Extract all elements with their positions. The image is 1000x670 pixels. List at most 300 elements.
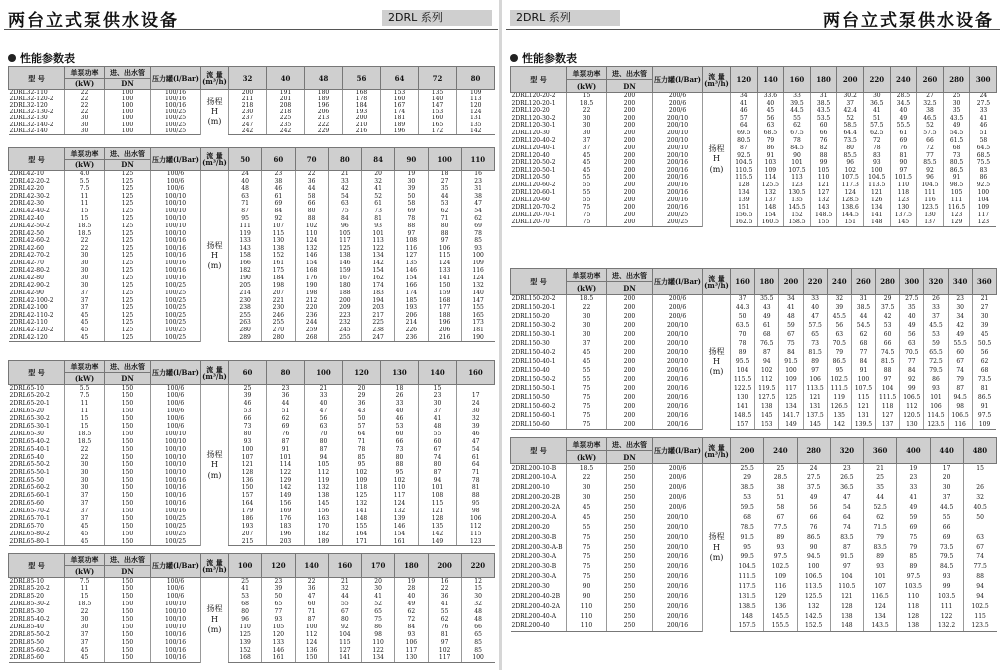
power-unit-label: (kW) bbox=[576, 283, 597, 293]
head-value: 143 bbox=[239, 244, 251, 252]
head-value-cell bbox=[267, 461, 305, 469]
head-value: 87 bbox=[307, 615, 316, 623]
pipe-cell bbox=[607, 100, 653, 107]
page-header bbox=[4, 6, 498, 30]
head-value: 193 bbox=[405, 304, 418, 312]
head-value-cell bbox=[362, 208, 395, 215]
head-value: 59 bbox=[932, 340, 940, 347]
head-value: 122 bbox=[940, 612, 953, 620]
head-value: 155 bbox=[472, 304, 484, 312]
head-value-cell bbox=[897, 464, 930, 474]
tank-cell bbox=[151, 492, 201, 500]
pipe-cell bbox=[607, 197, 653, 204]
head-value: 181 bbox=[472, 326, 484, 334]
head-value-cell bbox=[731, 464, 764, 474]
head-value-cell bbox=[428, 616, 461, 624]
head-value: 85 bbox=[909, 553, 918, 561]
head-value: 72 bbox=[926, 144, 934, 152]
head-value-cell bbox=[229, 461, 267, 469]
head-value: 44.3 bbox=[735, 304, 750, 311]
head-value: 57.5 bbox=[923, 129, 937, 137]
head-value-cell bbox=[457, 500, 495, 508]
head-value: 88 bbox=[407, 222, 416, 230]
head-value: 62 bbox=[793, 122, 801, 129]
head-value: 81 bbox=[899, 152, 908, 159]
power-value: 45 bbox=[80, 311, 89, 319]
head-value: 58 bbox=[979, 137, 988, 144]
head-value-cell bbox=[890, 219, 917, 226]
head-value: 24 bbox=[809, 464, 818, 472]
head-value-cell bbox=[943, 219, 970, 226]
head-value-cell bbox=[457, 431, 495, 439]
power-value: 22 bbox=[582, 304, 591, 311]
tank-value: 200/10 bbox=[666, 543, 689, 551]
head-value-cell bbox=[328, 654, 361, 662]
pipe-unit-label: DN bbox=[121, 374, 134, 383]
head-value: 106.5 bbox=[805, 573, 823, 581]
head-value-cell bbox=[461, 230, 494, 237]
head-value: 39 bbox=[243, 392, 252, 400]
power-cell bbox=[65, 252, 105, 259]
head-value-cell bbox=[267, 408, 305, 416]
model-cell bbox=[9, 128, 65, 135]
table-row bbox=[511, 130, 997, 137]
flow-value: 64 bbox=[394, 73, 405, 83]
head-value-cell bbox=[930, 582, 963, 592]
flow-column-header bbox=[963, 438, 996, 464]
head-value: 65.5 bbox=[929, 349, 943, 356]
head-value-cell bbox=[970, 107, 997, 114]
power-cell bbox=[567, 553, 607, 563]
pipe-cell bbox=[607, 107, 653, 114]
table-row bbox=[511, 483, 997, 493]
head-value-cell bbox=[229, 654, 262, 662]
head-value: 189 bbox=[317, 538, 330, 545]
tank-value: 100/10 bbox=[164, 453, 187, 461]
head-value: 59 bbox=[909, 513, 918, 521]
head-value: 63 bbox=[835, 331, 844, 338]
pipe-cell bbox=[105, 423, 151, 431]
flow-column-header bbox=[229, 67, 267, 90]
head-value: 190 bbox=[305, 282, 318, 289]
head-value: 81 bbox=[471, 484, 480, 492]
head-value-cell bbox=[917, 204, 944, 211]
head-value: 95.5 bbox=[735, 358, 750, 365]
head-value-cell bbox=[395, 223, 428, 230]
head-value-cell bbox=[863, 167, 890, 174]
head-value-cell bbox=[267, 438, 305, 446]
head-value-cell bbox=[461, 178, 494, 185]
head-value: 55.5 bbox=[896, 122, 911, 129]
model-cell bbox=[511, 421, 567, 430]
head-value-cell bbox=[262, 647, 295, 655]
head-value-cell bbox=[229, 267, 262, 274]
power-cell bbox=[567, 107, 607, 114]
pipe-value: 125 bbox=[121, 304, 134, 312]
head-value-cell bbox=[851, 385, 875, 394]
head-value-cell bbox=[229, 193, 262, 200]
table-row bbox=[9, 185, 495, 192]
head-value-cell bbox=[810, 145, 837, 152]
head-value-cell bbox=[428, 200, 461, 207]
head-value: 66 bbox=[926, 137, 934, 144]
flow-value: 140 bbox=[430, 368, 445, 377]
pipe-cell bbox=[105, 304, 151, 311]
model-header bbox=[511, 67, 567, 93]
head-value: 86 bbox=[374, 623, 382, 631]
tank-value: 100/6 bbox=[166, 170, 185, 178]
table-row bbox=[9, 415, 495, 423]
head-value-cell bbox=[381, 431, 419, 439]
head-unit-label: H bbox=[713, 154, 720, 164]
flow-column-header bbox=[305, 361, 343, 385]
head-cell bbox=[201, 90, 229, 135]
pipe-cell bbox=[607, 513, 653, 523]
head-value: 111 bbox=[924, 189, 936, 196]
head-value-cell bbox=[262, 208, 295, 215]
head-value-cell bbox=[229, 312, 262, 319]
head-value-cell bbox=[731, 145, 758, 152]
head-value: 92 bbox=[907, 376, 916, 383]
head-value: 44.5 bbox=[790, 107, 804, 115]
head-value-cell bbox=[943, 159, 970, 166]
head-value-cell bbox=[803, 403, 827, 412]
tank-cell bbox=[653, 412, 703, 421]
head-value: 128 bbox=[907, 612, 920, 620]
power-value: 30 bbox=[80, 259, 89, 267]
head-value-cell bbox=[757, 137, 784, 144]
tank-value: 100/25 bbox=[164, 304, 187, 312]
head-value-cell bbox=[930, 553, 963, 563]
model-code: 2DRL150-50 bbox=[511, 394, 550, 401]
head-value: 94 bbox=[762, 358, 771, 365]
tank-cell bbox=[653, 130, 703, 137]
head-value: 164 bbox=[355, 530, 368, 538]
head-value: 74 bbox=[843, 523, 851, 531]
head-value: 134 bbox=[372, 654, 384, 661]
flow-value: 180 bbox=[759, 277, 775, 286]
head-value: 35 bbox=[907, 304, 916, 311]
head-value-cell bbox=[943, 204, 970, 211]
head-label: 扬程 bbox=[206, 604, 223, 614]
head-value: 109 bbox=[785, 376, 797, 383]
pipe-value: 125 bbox=[121, 252, 134, 260]
head-value-cell bbox=[863, 152, 890, 159]
head-value-cell bbox=[930, 464, 963, 474]
table-row bbox=[511, 412, 997, 421]
flow-value: 110 bbox=[470, 154, 486, 164]
head-value-cell bbox=[343, 400, 381, 408]
head-value: 33 bbox=[979, 107, 988, 115]
pipe-cell bbox=[607, 592, 653, 602]
power-cell bbox=[65, 601, 105, 609]
power-cell bbox=[65, 415, 105, 423]
head-value: 174 bbox=[393, 108, 406, 115]
tank-cell bbox=[151, 385, 201, 393]
pipe-value: 125 bbox=[121, 311, 134, 319]
tank-value: 100/16 bbox=[164, 259, 187, 267]
head-value: 102.5 bbox=[771, 563, 789, 571]
flow-value: 160 bbox=[789, 75, 805, 84]
head-value: 166 bbox=[239, 259, 251, 267]
head-value-cell bbox=[864, 582, 897, 592]
head-value: 79.5 bbox=[929, 367, 943, 374]
model-cell bbox=[9, 477, 65, 485]
head-value-cell bbox=[362, 200, 395, 207]
head-value: 135 bbox=[431, 89, 444, 96]
table-row bbox=[511, 394, 997, 403]
head-value-cell bbox=[305, 446, 343, 454]
head-value-cell bbox=[900, 358, 924, 367]
head-value-cell bbox=[731, 562, 764, 572]
head-value: 55 bbox=[433, 430, 442, 438]
head-value: 66 bbox=[883, 340, 892, 347]
model-cell bbox=[9, 523, 65, 531]
head-value-cell bbox=[461, 193, 494, 200]
head-value: 32 bbox=[341, 585, 349, 593]
head-value-cell bbox=[972, 349, 996, 358]
head-value: 76 bbox=[809, 523, 818, 531]
head-unit2-label: (m) bbox=[709, 367, 724, 377]
power-cell bbox=[65, 304, 105, 311]
head-value: 174 bbox=[372, 282, 384, 289]
head-value: 118 bbox=[355, 484, 368, 492]
head-value-cell bbox=[328, 327, 361, 334]
head-value-cell bbox=[764, 572, 797, 582]
head-value-cell bbox=[948, 421, 972, 430]
head-value: 73.5 bbox=[939, 543, 954, 551]
head-value-cell bbox=[229, 408, 267, 416]
head-value: 37.5 bbox=[806, 484, 821, 492]
head-value: 141 bbox=[438, 274, 451, 282]
head-value: 210 bbox=[355, 121, 368, 128]
head-label: 扬程 bbox=[708, 532, 725, 542]
head-value-cell bbox=[328, 290, 361, 297]
flow-value: 280 bbox=[949, 75, 964, 84]
model-cell bbox=[9, 446, 65, 454]
head-value: 180 bbox=[317, 89, 330, 96]
power-value: 15 bbox=[80, 207, 89, 215]
head-value-cell bbox=[295, 631, 328, 639]
head-value-cell bbox=[943, 115, 970, 122]
pipe-value: 200 bbox=[623, 204, 636, 211]
model-code: 2DRL85-30 bbox=[9, 608, 44, 616]
model-code: 2DRL120-20-2 bbox=[511, 92, 556, 100]
table-row bbox=[511, 304, 997, 313]
head-value-cell bbox=[328, 275, 361, 282]
head-value-cell bbox=[419, 515, 457, 523]
head-value: 154 bbox=[405, 274, 418, 282]
pipe-unit-label: DN bbox=[623, 81, 636, 91]
head-value: 137 bbox=[764, 196, 777, 204]
flow-header bbox=[201, 148, 229, 171]
head-value-cell bbox=[461, 267, 494, 274]
head-value-cell bbox=[764, 533, 797, 543]
head-value: 175 bbox=[272, 267, 285, 274]
tank-cell bbox=[653, 367, 703, 376]
head-value: 106 bbox=[438, 244, 451, 252]
head-value-cell bbox=[362, 290, 395, 297]
power-cell bbox=[567, 592, 607, 602]
head-value: 75 bbox=[374, 615, 382, 623]
flow-column-header bbox=[428, 148, 461, 171]
head-value-cell bbox=[863, 130, 890, 137]
power-value: 75 bbox=[582, 394, 591, 401]
head-value: 123 bbox=[950, 211, 963, 219]
head-value: 216 bbox=[355, 127, 368, 134]
head-value-cell bbox=[731, 493, 764, 503]
head-value-cell bbox=[295, 245, 328, 252]
head-value: 47 bbox=[319, 407, 328, 415]
model-cell bbox=[511, 152, 567, 159]
tank-cell bbox=[653, 503, 703, 513]
power-cell bbox=[567, 130, 607, 137]
head-value-cell bbox=[897, 483, 930, 493]
head-value-cell bbox=[779, 358, 803, 367]
power-value: 18.5 bbox=[579, 464, 594, 472]
flow-value: 360 bbox=[976, 277, 992, 286]
head-value-cell bbox=[267, 400, 305, 408]
tank-value: 200/16 bbox=[666, 367, 689, 374]
model-cell bbox=[511, 93, 567, 100]
model-code: 2DRL42-110-2 bbox=[9, 311, 54, 319]
head-value-cell bbox=[797, 602, 830, 612]
model-code: 2DRL120-20 bbox=[511, 107, 550, 115]
head-value: 122 bbox=[372, 244, 384, 252]
power-value: 75 bbox=[582, 420, 591, 428]
model-cell bbox=[511, 331, 567, 340]
flow-value: 32 bbox=[242, 73, 253, 83]
head-value: 91.5 bbox=[740, 533, 754, 541]
power-cell bbox=[65, 400, 105, 408]
head-value-cell bbox=[428, 639, 461, 647]
head-value: 200 bbox=[355, 115, 368, 122]
head-value: 152 bbox=[239, 646, 251, 654]
performance-table-block bbox=[510, 268, 996, 430]
flow-column-header bbox=[305, 67, 343, 90]
head-value: 45 bbox=[980, 331, 989, 338]
head-value-cell bbox=[461, 282, 494, 289]
head-value-cell bbox=[295, 601, 328, 609]
head-value: 30 bbox=[474, 592, 482, 600]
head-value: 93 bbox=[942, 573, 951, 581]
model-code: 2DRL200-10-A bbox=[511, 474, 557, 482]
head-value: 21 bbox=[980, 295, 989, 303]
flow-column-header bbox=[797, 438, 830, 464]
head-value-cell bbox=[419, 385, 457, 393]
head-value: 63 bbox=[907, 340, 916, 347]
head-value: 96 bbox=[846, 159, 854, 167]
head-value-cell bbox=[229, 423, 267, 431]
power-value: 30 bbox=[80, 623, 89, 631]
head-value-cell bbox=[395, 601, 428, 609]
head-value: 88 bbox=[440, 230, 449, 237]
head-value: 39 bbox=[980, 322, 989, 329]
power-value: 11 bbox=[80, 200, 89, 207]
head-value: 134 bbox=[785, 403, 797, 410]
head-value-cell bbox=[428, 304, 461, 311]
head-value: 78 bbox=[738, 340, 747, 347]
table-row bbox=[9, 297, 495, 304]
head-value-cell bbox=[731, 394, 755, 403]
head-value: 26 bbox=[976, 484, 984, 492]
head-value-cell bbox=[343, 469, 381, 477]
model-cell bbox=[9, 297, 65, 304]
head-value: 45.5 bbox=[929, 322, 943, 329]
head-value: 94.5 bbox=[953, 394, 967, 401]
head-value-cell bbox=[267, 392, 305, 400]
head-value: 50 bbox=[274, 592, 283, 600]
tank-value: 100/16 bbox=[164, 476, 187, 484]
power-cell bbox=[65, 171, 105, 178]
head-value-cell bbox=[395, 631, 428, 639]
head-value: 51 bbox=[979, 129, 988, 137]
head-value-cell bbox=[803, 385, 827, 394]
head-value: 26 bbox=[932, 295, 940, 303]
pipe-cell bbox=[105, 297, 151, 304]
head-value: 80.5 bbox=[737, 137, 751, 144]
head-value-cell bbox=[876, 394, 900, 403]
tank-cell bbox=[151, 469, 201, 477]
head-value-cell bbox=[851, 313, 875, 322]
head-value: 58.5 bbox=[843, 122, 857, 129]
tank-value: 200/10 bbox=[666, 358, 689, 365]
model-cell bbox=[9, 469, 65, 477]
tank-cell bbox=[151, 290, 201, 297]
model-cell bbox=[511, 212, 567, 219]
head-value-cell bbox=[381, 484, 419, 492]
pipe-cell bbox=[105, 654, 151, 662]
tank-value: 100/25 bbox=[164, 522, 187, 530]
head-value-cell bbox=[295, 267, 328, 274]
head-value: 196 bbox=[393, 127, 406, 134]
tank-cell bbox=[653, 100, 703, 107]
power-unit-label: (kW) bbox=[74, 79, 95, 89]
pipe-cell bbox=[607, 122, 653, 129]
table-row bbox=[9, 515, 495, 523]
model-cell bbox=[511, 313, 567, 322]
head-value: 115 bbox=[272, 230, 285, 237]
head-value-cell bbox=[267, 454, 305, 462]
tank-value: 200/10 bbox=[666, 513, 689, 521]
head-value: 41 bbox=[739, 99, 748, 107]
head-value: 54 bbox=[843, 504, 851, 511]
pipe-value: 150 bbox=[121, 422, 134, 430]
tank-value: 100/10 bbox=[164, 230, 187, 237]
head-value-cell bbox=[900, 304, 924, 313]
model-code: 2DRL200-30-A bbox=[511, 553, 557, 561]
head-value: 25.5 bbox=[740, 464, 754, 472]
tank-cell bbox=[151, 215, 201, 222]
head-value: 215 bbox=[241, 538, 254, 545]
head-value-cell bbox=[890, 145, 917, 152]
head-value: 20 bbox=[374, 577, 382, 585]
pipe-value: 250 bbox=[623, 563, 636, 571]
pipe-value: 150 bbox=[121, 530, 134, 538]
flow-value: 70 bbox=[306, 154, 317, 164]
head-value-cell bbox=[917, 107, 944, 114]
model-code: 2DRL65-60-2 bbox=[9, 484, 50, 492]
head-value-cell bbox=[461, 639, 494, 647]
head-value: 22 bbox=[307, 577, 316, 585]
pipe-value: 200 bbox=[623, 159, 636, 167]
head-value: 128 bbox=[841, 602, 853, 610]
power-unit-label: (kW) bbox=[74, 374, 95, 383]
head-value-cell bbox=[731, 412, 755, 421]
tank-value: 200/6 bbox=[668, 464, 687, 472]
flow-column-header bbox=[381, 67, 419, 90]
head-value-cell bbox=[864, 612, 897, 622]
